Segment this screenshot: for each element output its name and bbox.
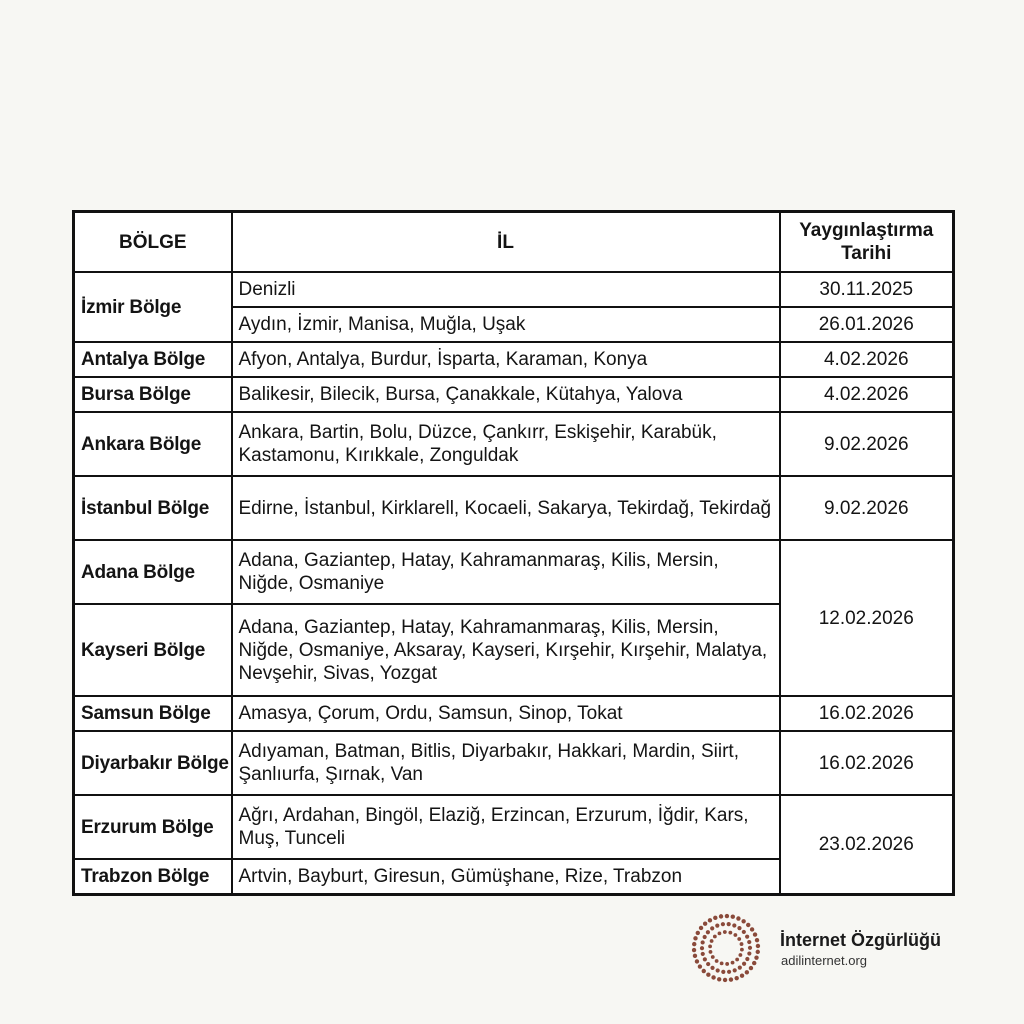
province-cell: Balikesir, Bilecik, Bursa, Çanakkale, Kütahya, Yalova — [232, 377, 780, 412]
date-cell: 4.02.2026 — [780, 377, 954, 412]
region-cell: İstanbul Bölge — [74, 476, 232, 540]
rollout-schedule-table — [72, 210, 955, 896]
brand-name: İnternet Özgürlüğü — [780, 930, 941, 950]
brand-url: adilinternet.org — [781, 953, 867, 968]
dotted-ring-logo-icon — [686, 908, 766, 988]
date-cell: 16.02.2026 — [780, 696, 954, 731]
header-date: Yaygınlaştırma Tarihi — [780, 212, 954, 273]
date-cell: 30.11.2025 — [780, 272, 954, 307]
province-cell: Adana, Gaziantep, Hatay, Kahramanmaraş, Kilis, Mersin, Niğde, Osmaniye, Aksaray, Kayseri, Kırşehir, Kırşehir, Malatya, Nevşehir, Sivas, Yozgat — [232, 604, 780, 696]
region-cell: Erzurum Bölge — [74, 795, 232, 859]
region-cell: Adana Bölge — [74, 540, 232, 604]
province-cell: Aydın, İzmir, Manisa, Muğla, Uşak — [232, 307, 780, 342]
date-cell: 9.02.2026 — [780, 412, 954, 476]
province-cell: Edirne, İstanbul, Kirklarell, Kocaeli, Sakarya, Tekirdağ, Tekirdağ — [232, 476, 780, 540]
province-cell: Afyon, Antalya, Burdur, İsparta, Karaman, Konya — [232, 342, 780, 377]
header-province: İL — [232, 212, 780, 273]
date-cell: 4.02.2026 — [780, 342, 954, 377]
table-row — [74, 476, 954, 540]
table-row — [74, 731, 954, 795]
province-cell: Ankara, Bartin, Bolu, Düzce, Çankırr, Eskişehir, Karabük, Kastamonu, Kırıkkale, Zonguldak — [232, 412, 780, 476]
province-cell: Adıyaman, Batman, Bitlis, Diyarbakır, Hakkari, Mardin, Siirt, Şanlıurfa, Şırnak, Van — [232, 731, 780, 795]
province-cell: Denizli — [232, 272, 780, 307]
table-row — [74, 342, 954, 377]
date-cell: 26.01.2026 — [780, 307, 954, 342]
region-cell: Ankara Bölge — [74, 412, 232, 476]
table-row — [74, 412, 954, 476]
table-row — [74, 540, 954, 604]
date-cell: 23.02.2026 — [780, 795, 954, 895]
province-cell: Adana, Gaziantep, Hatay, Kahramanmaraş, Kilis, Mersin, Niğde, Osmaniye — [232, 540, 780, 604]
header-region: BÖLGE — [74, 212, 232, 273]
region-cell: Diyarbakır Bölge — [74, 731, 232, 795]
table-row — [74, 377, 954, 412]
table-header-row — [74, 212, 954, 273]
date-cell: 16.02.2026 — [780, 731, 954, 795]
province-cell: Artvin, Bayburt, Giresun, Gümüşhane, Rize, Trabzon — [232, 859, 780, 895]
region-cell: İzmir Bölge — [74, 272, 232, 342]
region-cell: Kayseri Bölge — [74, 604, 232, 696]
region-cell: Antalya Bölge — [74, 342, 232, 377]
region-cell: Samsun Bölge — [74, 696, 232, 731]
region-cell: Trabzon Bölge — [74, 859, 232, 895]
date-cell: 9.02.2026 — [780, 476, 954, 540]
date-cell: 12.02.2026 — [780, 540, 954, 696]
province-cell: Ağrı, Ardahan, Bingöl, Elaziğ, Erzincan, Erzurum, İğdir, Kars, Muş, Tunceli — [232, 795, 780, 859]
province-cell: Amasya, Çorum, Ordu, Samsun, Sinop, Tokat — [232, 696, 780, 731]
table-row — [74, 272, 954, 307]
table-row — [74, 795, 954, 859]
region-cell: Bursa Bölge — [74, 377, 232, 412]
table-row — [74, 696, 954, 731]
